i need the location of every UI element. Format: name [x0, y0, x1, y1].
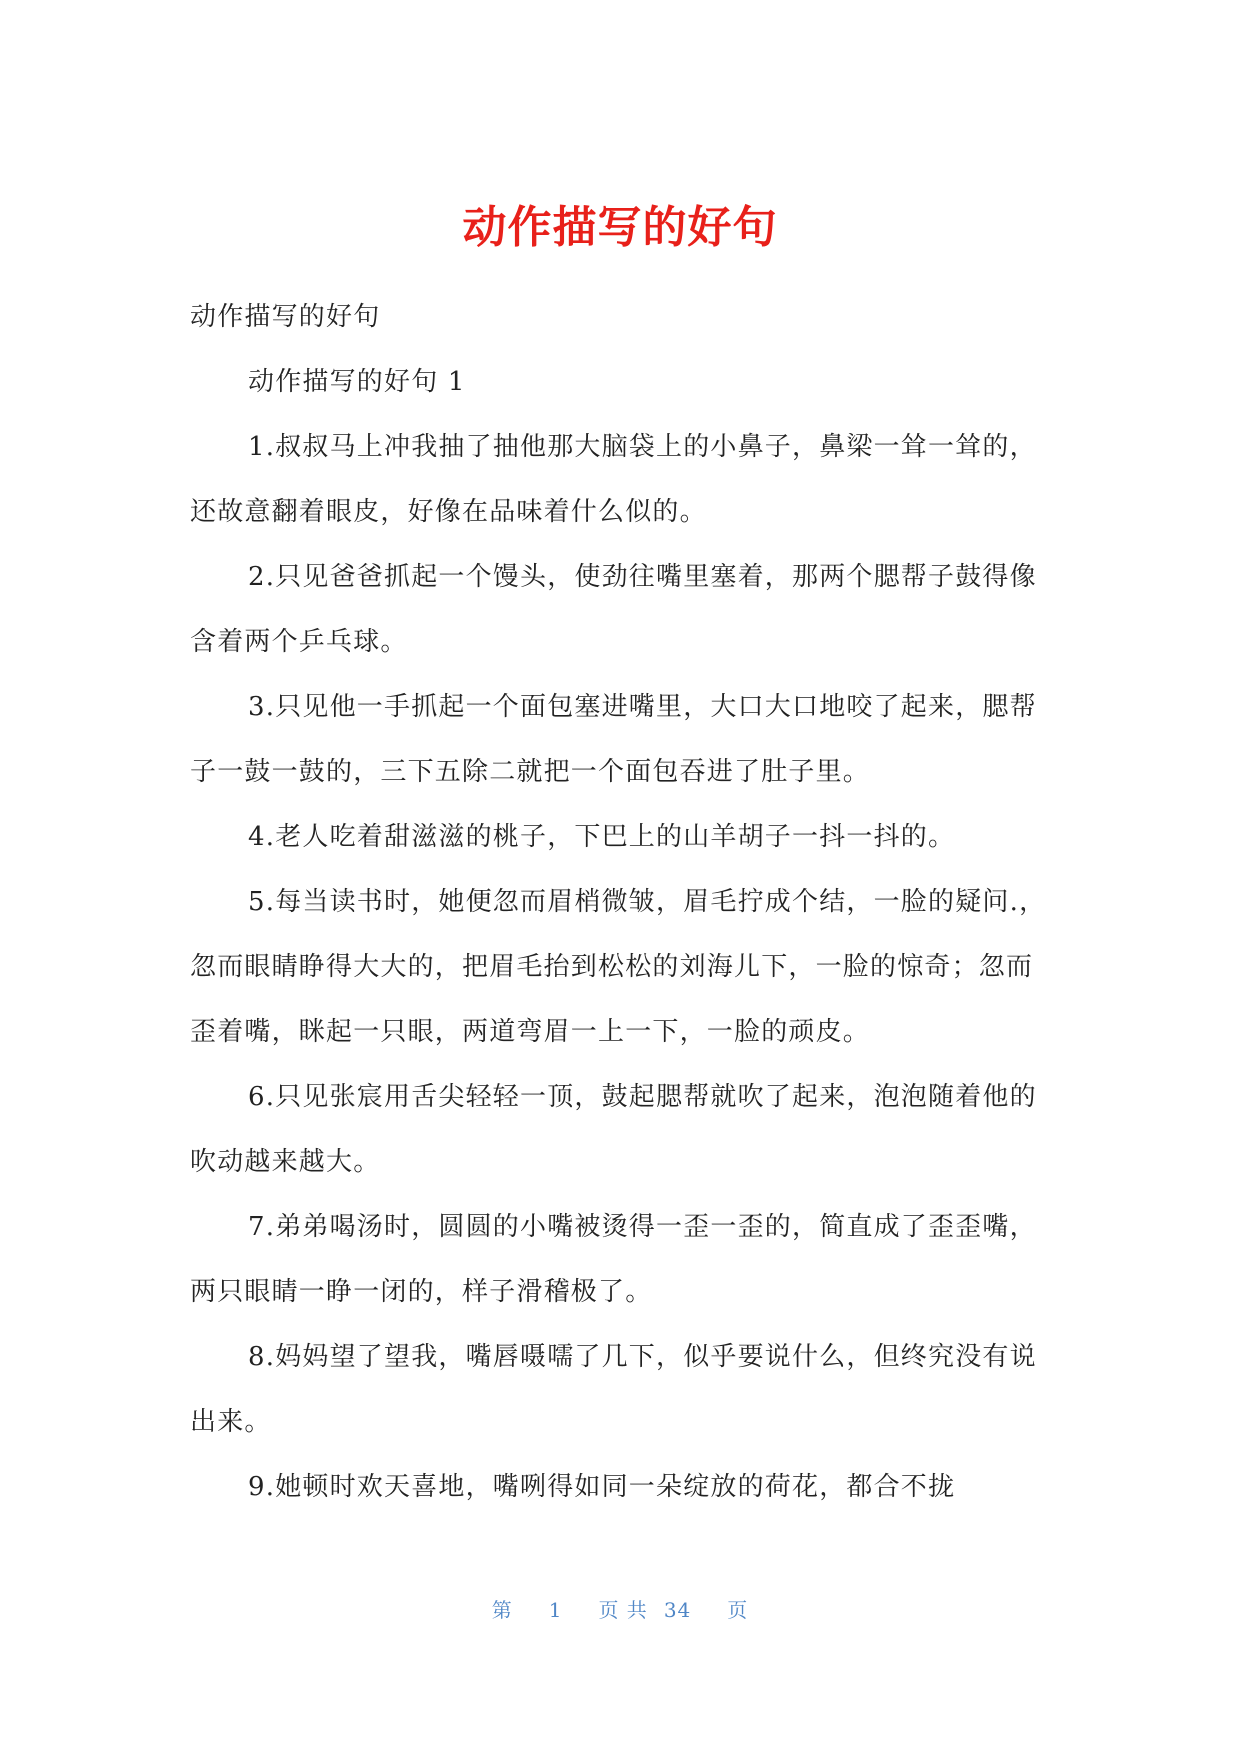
sentence-9: 9.她顿时欢天喜地，嘴咧得如同一朵绽放的荷花，都合不拢	[248, 1472, 956, 1502]
sentence-2: 2.只见爸爸抓起一个馒头，使劲往嘴里塞着，那两个腮帮子鼓得像含着两个乒乓球。	[190, 562, 1037, 657]
footer-total-pages: 34	[663, 1598, 692, 1622]
document-heading: 动作描写的好句	[190, 302, 381, 332]
sentence-6: 6.只见张宸用舌尖轻轻一顶，鼓起腮帮就吹了起来，泡泡随着他的吹动越来越大。	[190, 1082, 1037, 1177]
footer-middle: 页 共	[598, 1598, 648, 1622]
sentence-5: 5.每当读书时，她便忽而眉梢微皱，眉毛拧成个结，一脸的疑问.，忽而眼睛睁得大大的，把眉毛抬到松松的刘海儿下，一脸的惊奇；忽而歪着嘴，眯起一只眼，两道弯眉一上一下，一脸的顽皮。	[190, 887, 1047, 1047]
footer-suffix: 页	[727, 1598, 749, 1622]
footer-page-number: 1	[548, 1598, 563, 1622]
sentence-4: 4.老人吃着甜滋滋的桃子，下巴上的山羊胡子一抖一抖的。	[248, 822, 956, 852]
page-footer	[0, 1594, 1240, 1626]
sentence-3: 3.只见他一手抓起一个面包塞进嘴里，大口大口地咬了起来，腮帮子一鼓一鼓的，三下五除二就把一个面包吞进了肚子里。	[190, 692, 1037, 787]
sentence-8: 8.妈妈望了望我，嘴唇嗫嚅了几下，似乎要说什么，但终究没有说出来。	[190, 1342, 1037, 1437]
sentence-1: 1.叔叔马上冲我抽了抽他那大脑袋上的小鼻子，鼻梁一耸一耸的，还故意翻着眼皮，好像在品味着什么似的。	[190, 432, 1037, 527]
section-title: 动作描写的好句 1	[248, 367, 466, 397]
document-title: 动作描写的好句	[462, 202, 778, 253]
footer-prefix: 第	[491, 1598, 513, 1622]
sentence-7: 7.弟弟喝汤时，圆圆的小嘴被烫得一歪一歪的，简直成了歪歪嘴，两只眼睛一睁一闭的，样子滑稽极了。	[190, 1212, 1037, 1307]
document-body	[190, 285, 1050, 1520]
